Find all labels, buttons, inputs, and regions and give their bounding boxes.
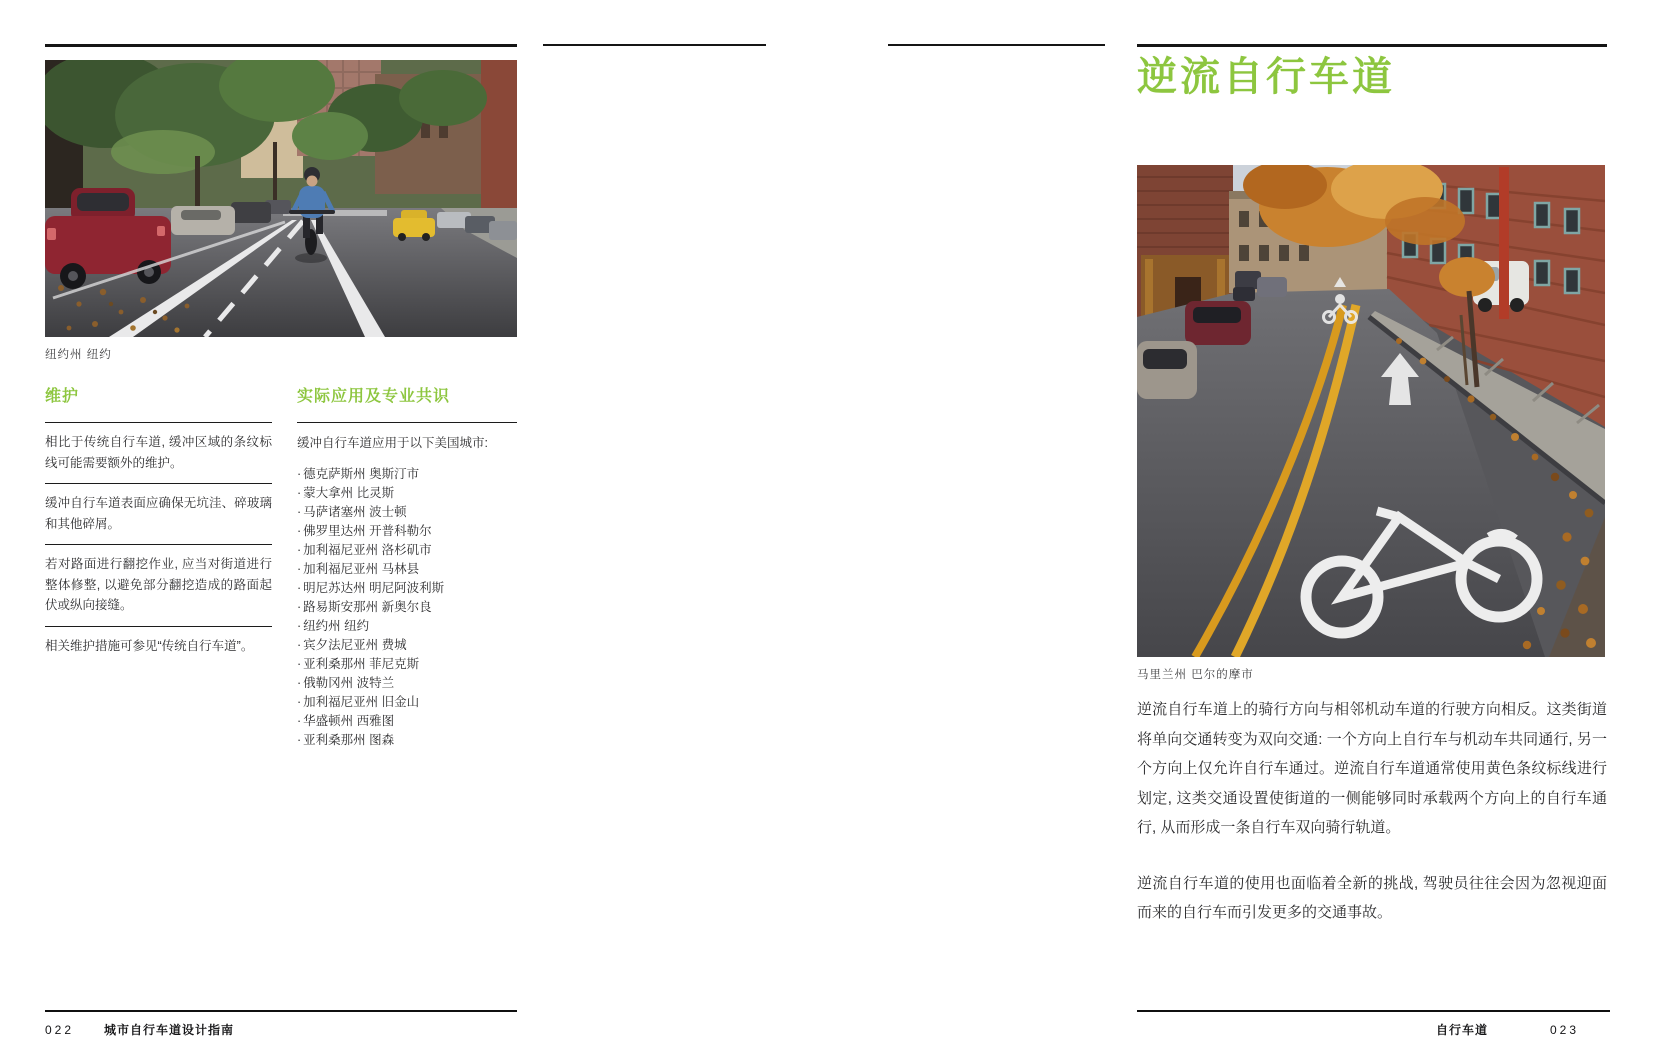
footer-rule-right [1137,1010,1610,1012]
maintenance-paragraph: 相比于传统自行车道, 缓冲区域的条纹标线可能需要额外的维护。 [45,422,272,483]
city-list [297,465,517,750]
top-rule-middle-1 [543,44,766,46]
city-list-item: · 加利福尼亚州 洛杉矶市 [297,541,517,560]
city-list-item: · 加利福尼亚州 旧金山 [297,693,517,712]
body-paragraph: 逆流自行车道的使用也面临着全新的挑战, 驾驶员往往会因为忽视迎面而来的自行车而引发更多的交通事故。 [1137,874,1607,921]
city-list-item: · 亚利桑那州 图森 [297,731,517,750]
city-list-item: · 宾夕法尼亚州 费城 [297,636,517,655]
maintenance-section [45,383,272,666]
page-number-right: 023 [1549,1023,1579,1037]
practice-intro: 缓冲自行车道应用于以下美国城市: [297,422,517,455]
right-photo-caption: 马里兰州 巴尔的摩市 [1137,669,1254,681]
top-rule-right-title [1137,44,1607,47]
city-list-item: · 德克萨斯州 奥斯汀市 [297,465,517,484]
city-list-item: · 亚利桑那州 菲尼克斯 [297,655,517,674]
left-page-photo-nyc-bike-lane [45,60,517,337]
section-title: 自行车道 [1435,1023,1488,1037]
page-number-left: 022 [45,1023,75,1037]
practice-section [297,383,517,750]
practice-header: 实际应用及专业共识 [297,388,451,405]
baltimore-street-illustration [1137,165,1605,657]
city-list-item: · 明尼苏达州 明尼阿波利斯 [297,579,517,598]
body-paragraph: 逆流自行车道上的骑行方向与相邻机动车道的行驶方向相反。这类街道将单向交通转变为双向交通: 一个方向上自行车与机动车共同通行, 另一个方向上仅允许自行车通过。逆流自行车道通常使用黄色条纹标线进行划定, 这类交通设置使街道的一侧能够同时承载两个方向上的自行车通行, 从而形成一条自行车双向骑行轨道。 [1137,701,1607,836]
city-list-item: · 马萨诸塞州 波士顿 [297,503,517,522]
book-title: 城市自行车道设计指南 [104,1023,235,1037]
city-list-item: · 俄勒冈州 波特兰 [297,674,517,693]
right-page-photo-baltimore-contraflow [1137,165,1605,657]
maintenance-paragraph: 若对路面进行翻挖作业, 应当对街道进行整体修整, 以避免部分翻挖造成的路面起伏或纵向接缝。 [45,544,272,626]
maintenance-paragraph: 相关维护措施可参见“传统自行车道”。 [45,626,272,667]
city-list-item: · 路易斯安那州 新奥尔良 [297,598,517,617]
red-pole [1499,167,1509,319]
city-list-item: · 纽约州 纽约 [297,617,517,636]
maintenance-paragraph: 缓冲自行车道表面应确保无坑洼、碎玻璃和其他碎屑。 [45,483,272,544]
city-list-item: · 加利福尼亚州 马林县 [297,560,517,579]
footer-right [1137,1021,1610,1038]
city-list-item: · 华盛顿州 西雅图 [297,712,517,731]
top-rule-middle-2 [888,44,1105,46]
footer-rule-left [45,1010,517,1012]
footer-left [45,1021,234,1038]
city-list-item: · 佛罗里达州 开普科勒尔 [297,522,517,541]
maintenance-header: 维护 [45,388,80,405]
nyc-street-illustration [45,60,517,337]
page-title: 逆流自行车道 [1137,55,1395,99]
city-list-item: · 蒙大拿州 比灵斯 [297,484,517,503]
contraflow-body [1137,695,1607,954]
top-rule-left-photo [45,44,517,47]
left-photo-caption: 纽约州 纽约 [45,349,112,361]
